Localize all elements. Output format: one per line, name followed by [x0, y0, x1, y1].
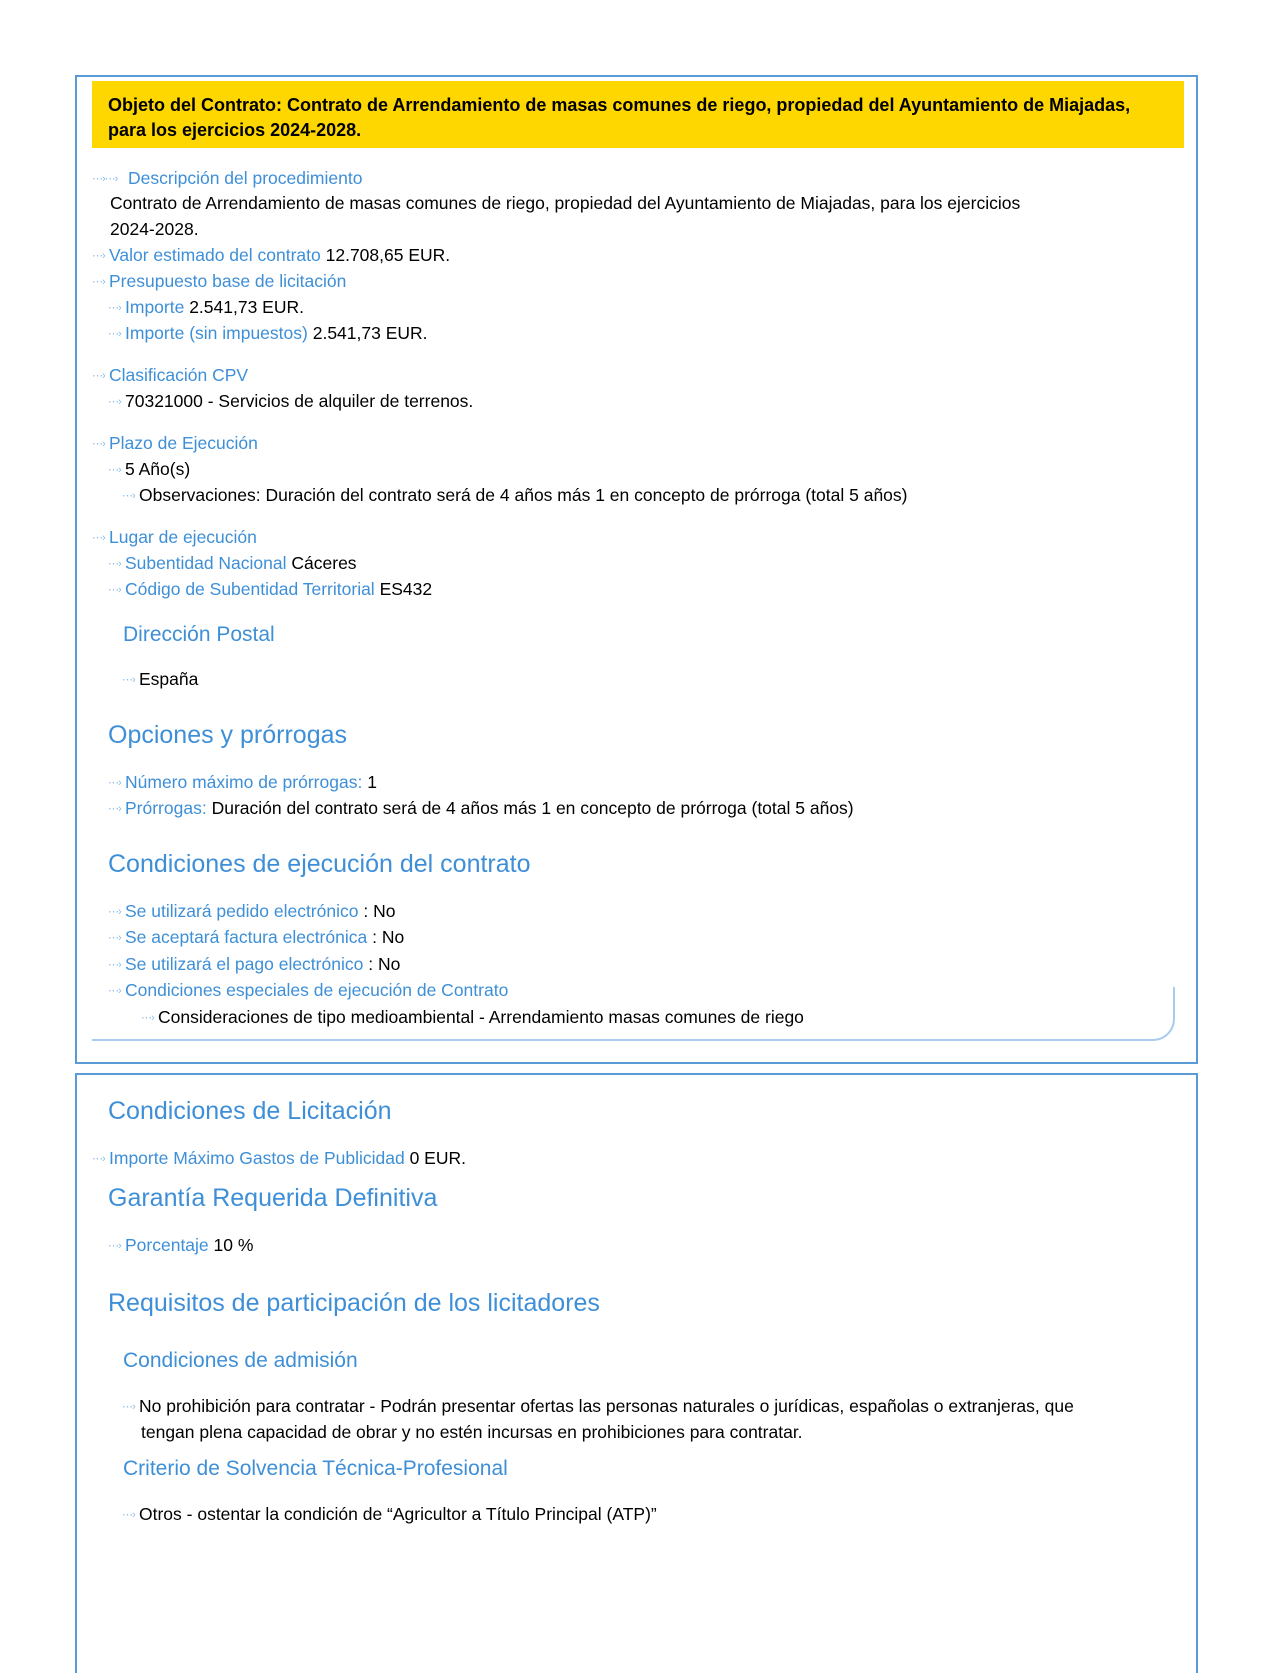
prorrogas-row: [108, 797, 854, 820]
prorrogas-value: Duración del contrato será de 4 años más 1 en concepto de prórroga (total 5 años): [211, 798, 854, 818]
dotted-arrow-icon: ⋯›: [108, 932, 121, 944]
dotted-arrow-icon: ⋯›: [92, 1153, 105, 1165]
dotted-arrow-icon: ⋯›: [122, 1509, 135, 1521]
pago-row: [108, 953, 400, 976]
cpv-label: Clasificación CPV: [109, 365, 249, 385]
plazo-obs-row: [122, 484, 908, 507]
importe-label: Importe: [125, 297, 185, 317]
presupuesto-label: Presupuesto base de licitación: [109, 271, 347, 291]
subentidad-row: [108, 552, 357, 575]
dotted-arrow-icon: ⋯›: [92, 370, 105, 382]
importe-sin-value: 2.541,73 EUR.: [312, 323, 428, 343]
pais-row: [122, 668, 198, 691]
admision-heading: Condiciones de admisión: [123, 1349, 358, 1372]
dotted-arrow-icon: ⋯›: [92, 276, 105, 288]
plazo-row: [92, 432, 258, 455]
factura-value: : No: [372, 927, 405, 947]
cpv-row: [92, 364, 248, 387]
importe-sin-label: Importe (sin impuestos): [125, 323, 308, 343]
requisitos-heading: Requisitos de participación de los licitadores: [108, 1289, 600, 1317]
solvencia-row: [122, 1503, 657, 1526]
valor-label: Valor estimado del contrato: [109, 245, 321, 265]
pais-value: España: [139, 669, 199, 689]
pedido-value: : No: [363, 901, 396, 921]
lugar-label: Lugar de ejecución: [109, 527, 257, 547]
num-prorrogas-row: [108, 771, 377, 794]
dotted-arrow-icon: ⋯›: [141, 1012, 154, 1024]
pago-value: : No: [368, 954, 401, 974]
dotted-arrow-icon: ⋯›: [108, 558, 121, 570]
subentidad-label: Subentidad Nacional: [125, 553, 287, 573]
plazo-obs: Observaciones: Duración del contrato será de 4 años más 1 en concepto de prórroga (total 5 años): [139, 485, 908, 505]
descripcion-text-line2: 2024-2028.: [110, 219, 199, 239]
gastos-label: Importe Máximo Gastos de Publicidad: [109, 1148, 405, 1168]
pedido-label: Se utilizará pedido electrónico: [125, 901, 359, 921]
dotted-arrow-icon: ⋯›: [108, 803, 121, 815]
plazo-label: Plazo de Ejecución: [109, 433, 258, 453]
garantia-heading: Garantía Requerida Definitiva: [108, 1184, 438, 1212]
porcentaje-row: [108, 1234, 253, 1257]
porcentaje-label: Porcentaje: [125, 1235, 209, 1255]
valor-row: [92, 244, 450, 267]
dotted-arrow-icon: ⋯›: [92, 438, 105, 450]
dotted-arrow-icon: ⋯›: [122, 1401, 135, 1413]
presupuesto-row: [92, 270, 346, 293]
plazo-value-row: [108, 458, 190, 481]
pedido-row: [108, 900, 395, 923]
especiales-label: Condiciones especiales de ejecución de Contrato: [125, 980, 509, 1000]
especiales-value: Consideraciones de tipo medioambiental - Arrendamiento masas comunes de riego: [158, 1007, 804, 1027]
contract-object-banner: [92, 81, 1184, 148]
dotted-arrow-icon: ⋯›: [108, 959, 121, 971]
plazo-value: 5 Año(s): [125, 459, 191, 479]
num-prorrogas-label: Número máximo de prórrogas:: [125, 772, 363, 792]
num-prorrogas-value: 1: [367, 772, 377, 792]
cpv-value: 70321000 - Servicios de alquiler de terrenos.: [125, 391, 474, 411]
gastos-row: [92, 1147, 466, 1170]
subentidad-value: Cáceres: [291, 553, 357, 573]
direccion-heading: Dirección Postal: [123, 623, 275, 646]
dotted-arrow-icon: ⋯›: [108, 985, 121, 997]
dotted-arrow-icon: ⋯›: [108, 464, 121, 476]
licitacion-heading: Condiciones de Licitación: [108, 1097, 392, 1125]
dotted-arrow-icon: ⋯›⋯›: [92, 173, 118, 185]
codigo-value: ES432: [379, 579, 433, 599]
solvencia-value: Otros - ostentar la condición de “Agricultor a Título Principal (ATP)”: [139, 1504, 657, 1524]
dotted-arrow-icon: ⋯›: [108, 302, 121, 314]
importe-value: 2.541,73 EUR.: [189, 297, 304, 317]
pago-label: Se utilizará el pago electrónico: [125, 954, 364, 974]
prorrogas-label: Prórrogas:: [125, 798, 207, 818]
dotted-arrow-icon: ⋯›: [108, 328, 121, 340]
lugar-row: [92, 526, 257, 549]
admision-line1: No prohibición para contratar - Podrán presentar ofertas las personas naturales o jurídicas, españolas o extranjeras, que: [139, 1396, 1074, 1416]
dotted-arrow-icon: ⋯›: [92, 250, 105, 262]
codigo-row: [108, 578, 432, 601]
dotted-arrow-icon: ⋯›: [108, 1240, 121, 1252]
porcentaje-value: 10 %: [213, 1235, 254, 1255]
factura-row: [108, 926, 404, 949]
dotted-arrow-icon: ⋯›: [108, 584, 121, 596]
especiales-value-row: [141, 1006, 804, 1029]
dotted-arrow-icon: ⋯›: [92, 532, 105, 544]
dotted-arrow-icon: ⋯›: [108, 777, 121, 789]
descripcion-text-line1: Contrato de Arrendamiento de masas comunes de riego, propiedad del Ayuntamiento de Miajadas, para los ejercicios: [110, 193, 1021, 213]
admision-row: [122, 1395, 1074, 1418]
dotted-arrow-icon: ⋯›: [122, 674, 135, 686]
condiciones-heading: Condiciones de ejecución del contrato: [108, 850, 531, 878]
contract-object-text: Objeto del Contrato: Contrato de Arrendamiento de masas comunes de riego, propiedad del Ayuntamiento de Miajadas, para los ejercicios 2024-2028.: [108, 95, 1131, 140]
gastos-value: 0 EUR.: [409, 1148, 466, 1168]
valor-value: 12.708,65 EUR.: [325, 245, 451, 265]
importe-sin-row: [108, 322, 428, 345]
importe-row: [108, 296, 304, 319]
cpv-value-row: [108, 390, 473, 413]
solvencia-heading: Criterio de Solvencia Técnica-Profesional: [123, 1457, 508, 1480]
dotted-arrow-icon: ⋯›: [108, 906, 121, 918]
dotted-arrow-icon: ⋯›: [122, 490, 135, 502]
admision-line2: tengan plena capacidad de obrar y no estén incursas en prohibiciones para contratar.: [141, 1422, 803, 1442]
dotted-arrow-icon: ⋯›: [108, 396, 121, 408]
opciones-heading: Opciones y prórrogas: [108, 721, 348, 749]
descripcion-row: [92, 167, 362, 190]
factura-label: Se aceptará factura electrónica: [125, 927, 368, 947]
codigo-label: Código de Subentidad Territorial: [125, 579, 375, 599]
especiales-row: [108, 979, 508, 1002]
descripcion-label: Descripción del procedimiento: [128, 168, 363, 188]
